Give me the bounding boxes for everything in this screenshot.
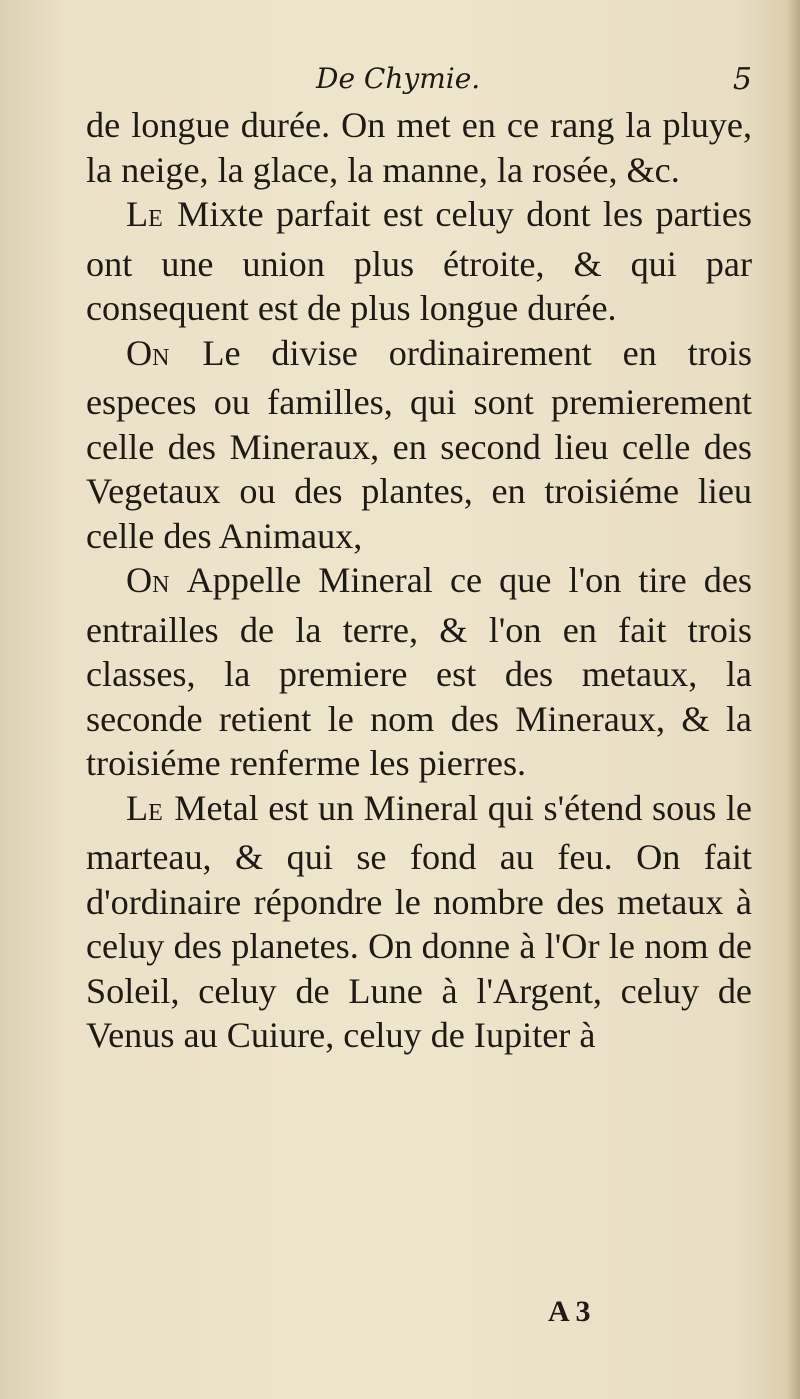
paragraph-initial-rest: E — [148, 206, 165, 232]
paragraph-initial: O — [126, 332, 153, 373]
running-title: De Chymie. — [316, 62, 481, 95]
page-edge-shadow — [786, 0, 800, 1399]
paragraph-initial-rest: N — [152, 572, 172, 598]
paragraph-text: Metal est un Mineral qui s'étend sous le marteau, & qui se fond au feu. On fait d'ordinaire répondre le nombre des metaux à celuy des planetes. On donne à l'Or le nom de Soleil, celuy de Lune à l'Argent, celuy de Venus au Cuiure, celuy de Iupiter à — [86, 787, 752, 1055]
paragraph-3 — [86, 331, 752, 559]
paragraph-text: de longue durée. On met en ce rang la pluye, la neige, la glace, la manne, la rosée, &c. — [86, 105, 752, 190]
paragraph-initial-rest: E — [148, 799, 165, 826]
paragraph-text: Appelle Mineral ce que l'on tire des entrailles de la terre, & l'on en fait trois classes, la premiere est des metaux, la seconde retient le nom des Mineraux, & la troisiéme renferme les pierres. — [86, 560, 752, 783]
paragraph-initial-rest: N — [152, 344, 172, 371]
paragraph-initial: L — [126, 787, 149, 828]
paragraph-5 — [86, 786, 752, 1058]
page-number: 5 — [732, 62, 752, 97]
page-header — [86, 62, 752, 102]
paragraph-initial: O — [126, 560, 153, 600]
paragraph-text: Le divise ordinairement en trois especes ou familles, qui sont premierement celle des Mineraux, en second lieu celle des Vegetaux ou des plantes, en troisiéme lieu celle des Animaux, — [86, 332, 752, 556]
paragraph-4 — [86, 558, 752, 786]
signature-mark: A 3 — [548, 1295, 591, 1328]
paragraph-initial: L — [126, 194, 149, 234]
body-text — [86, 103, 752, 1058]
paragraph-1 — [86, 103, 752, 192]
paragraph-text: Mixte parfait est celuy dont les parties ont une union plus étroite, & qui par consequent est de plus longue durée. — [86, 194, 752, 328]
paragraph-2 — [86, 192, 752, 331]
